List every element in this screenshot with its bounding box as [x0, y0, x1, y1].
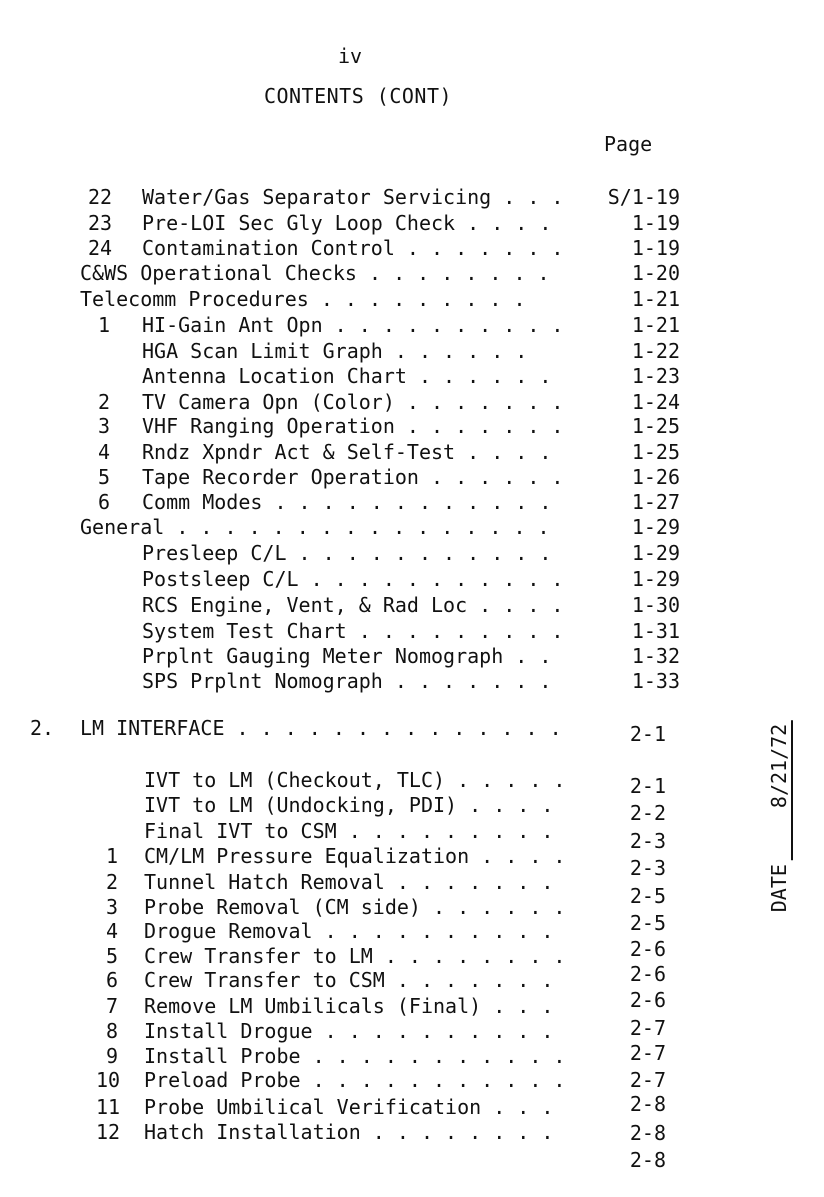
entry-page: 1-32 — [631, 644, 680, 668]
entry-title: TV Camera Opn (Color) . . . . . . . — [142, 390, 564, 414]
entry-page: 2-7 — [629, 1041, 666, 1065]
date-block — [762, 706, 798, 926]
entry-page: 1-30 — [631, 593, 680, 617]
entry-title: Preload Probe . . . . . . . . . . . — [144, 1068, 566, 1092]
entry-title: Tunnel Hatch Removal . . . . . . . — [144, 870, 554, 894]
toc-entry — [0, 286, 824, 312]
entry-page: 1-26 — [631, 465, 680, 489]
entry-title: HI-Gain Ant Opn . . . . . . . . . . — [142, 313, 564, 337]
entry-title: Final IVT to CSM . . . . . . . . . — [144, 819, 554, 843]
toc-entry — [0, 514, 824, 540]
entry-title: Prplnt Gauging Meter Nomograph . . — [142, 644, 552, 668]
entry-title: Remove LM Umbilicals (Final) . . . — [144, 994, 554, 1018]
toc-entry — [0, 1119, 824, 1172]
entry-title: Install Drogue . . . . . . . . . . — [144, 1019, 554, 1043]
entry-title: Postsleep C/L . . . . . . . . . . . — [142, 567, 564, 591]
toc-entry — [0, 843, 824, 880]
entry-title: General . . . . . . . . . . . . . . . . — [80, 515, 550, 539]
toc-entry — [0, 592, 824, 618]
entry-page: 1-23 — [631, 364, 680, 388]
entry-page: S/1-19 — [607, 185, 680, 209]
entry-title: System Test Chart . . . . . . . . . — [142, 619, 564, 643]
toc-entry — [0, 184, 824, 210]
entry-page: 2-8 — [629, 1148, 666, 1172]
entry-number: 12 — [96, 1120, 121, 1144]
entry-number: 4 — [105, 919, 118, 943]
entry-number: 11 — [96, 1095, 121, 1119]
entry-page: 2-7 — [629, 1016, 666, 1040]
page-number: iv — [337, 44, 363, 68]
toc-section-heading — [0, 715, 824, 746]
section-page: 2-1 — [629, 722, 666, 746]
date-value: 8/21/72 — [767, 720, 793, 860]
entry-page: 1-24 — [631, 390, 680, 414]
entry-number: 3 — [105, 895, 118, 919]
entry-number: 10 — [96, 1068, 121, 1092]
entry-title: Crew Transfer to CSM . . . . . . . — [144, 968, 554, 992]
entry-page: 2-2 — [629, 801, 666, 825]
entry-title: Rndz Xpndr Act & Self-Test . . . . — [142, 440, 552, 464]
entry-title: Pre-LOI Sec Gly Loop Check . . . . — [142, 211, 552, 235]
entry-number: 7 — [105, 994, 118, 1018]
toc-entry — [0, 643, 824, 669]
entry-page: 2-7 — [629, 1068, 666, 1092]
entry-title: Water/Gas Separator Servicing . . . — [142, 185, 564, 209]
entry-title: Comm Modes . . . . . . . . . . . . — [142, 490, 552, 514]
entry-title: Crew Transfer to LM . . . . . . . . — [144, 944, 566, 968]
entry-page: 1-25 — [631, 414, 680, 438]
entry-page: 2-8 — [629, 1092, 666, 1116]
entry-page: 1-20 — [631, 261, 680, 285]
entry-title: Telecomm Procedures . . . . . . . . . — [80, 287, 526, 311]
toc-entry — [0, 818, 824, 853]
entry-page: 2-8 — [629, 1121, 666, 1145]
entry-number: 24 — [88, 236, 113, 260]
section-title: LM INTERFACE . . . . . . . . . . . . . . — [80, 716, 562, 740]
entry-page: 2-6 — [629, 937, 666, 961]
entry-title: Tape Recorder Operation . . . . . . — [142, 465, 564, 489]
toc-entry — [0, 464, 824, 490]
entry-page: 1-25 — [631, 440, 680, 464]
entry-title: HGA Scan Limit Graph . . . . . . — [142, 339, 528, 363]
entry-title: Antenna Location Chart . . . . . . — [142, 364, 552, 388]
entry-page: 1-21 — [631, 287, 680, 311]
entry-title: IVT to LM (Undocking, PDI) . . . . — [144, 793, 554, 817]
entry-number: 2 — [105, 870, 118, 894]
entry-page: 2-3 — [629, 856, 666, 880]
entry-title: C&WS Operational Checks . . . . . . . . — [80, 261, 550, 285]
entry-page: 2-3 — [629, 829, 666, 853]
page-column-header: Page — [604, 132, 653, 156]
section-number: 2. — [30, 716, 55, 740]
entry-page: 1-19 — [631, 236, 680, 260]
toc-entry — [0, 312, 824, 338]
entry-number: 8 — [105, 1019, 118, 1043]
entry-page: 1-31 — [631, 619, 680, 643]
entry-number: 3 — [97, 414, 110, 438]
toc-entry — [0, 235, 824, 261]
entry-title: Drogue Removal . . . . . . . . . . — [144, 919, 554, 943]
entry-title: VHF Ranging Operation . . . . . . . — [142, 414, 564, 438]
entry-number: 1 — [97, 313, 110, 337]
entry-title: Probe Umbilical Verification . . . — [144, 1095, 554, 1119]
toc-entry — [0, 439, 824, 465]
entry-number: 4 — [97, 440, 110, 464]
entry-number: 6 — [105, 968, 118, 992]
toc-entry — [0, 668, 824, 694]
entry-title: CM/LM Pressure Equalization . . . . — [144, 844, 566, 868]
toc-entry — [0, 389, 824, 415]
toc-entry — [0, 792, 824, 825]
entry-page: 2-5 — [629, 884, 666, 908]
toc-entry — [0, 540, 824, 566]
entry-page: 2-6 — [629, 988, 666, 1012]
toc-entry — [0, 210, 824, 236]
entry-page: 1-33 — [631, 669, 680, 693]
entry-title: SPS Prplnt Nomograph . . . . . . . — [142, 669, 552, 693]
date-label: DATE — [767, 864, 791, 913]
entry-page: 1-27 — [631, 490, 680, 514]
entry-title: Presleep C/L . . . . . . . . . . . — [142, 541, 552, 565]
entry-number: 1 — [105, 844, 118, 868]
toc-entry — [0, 413, 824, 439]
entry-page: 2-5 — [629, 911, 666, 935]
entry-number: 23 — [88, 211, 113, 235]
entry-page: 2-6 — [629, 962, 666, 986]
entry-page: 1-19 — [631, 211, 680, 235]
entry-number: 2 — [97, 390, 110, 414]
entry-page: 1-29 — [631, 515, 680, 539]
entry-number: 5 — [105, 944, 118, 968]
page-title: CONTENTS (CONT) — [263, 84, 453, 108]
toc-entry — [0, 767, 824, 798]
toc-entry — [0, 363, 824, 389]
entry-page: 1-29 — [631, 541, 680, 565]
toc-entry — [0, 489, 824, 515]
toc-entry — [0, 338, 824, 364]
toc-entry — [0, 618, 824, 644]
entry-page: 1-21 — [631, 313, 680, 337]
toc-entry — [0, 566, 824, 592]
entry-title: Hatch Installation . . . . . . . . — [144, 1120, 554, 1144]
entry-page: 1-29 — [631, 567, 680, 591]
entry-title: Probe Removal (CM side) . . . . . . — [144, 895, 566, 919]
entry-title: IVT to LM (Checkout, TLC) . . . . . — [144, 768, 566, 792]
entry-number: 6 — [97, 490, 110, 514]
entry-title: Install Probe . . . . . . . . . . . — [144, 1044, 566, 1068]
entry-page: 1-22 — [631, 339, 680, 363]
entry-title: Contamination Control . . . . . . . — [142, 236, 564, 260]
entry-page: 2-1 — [629, 774, 666, 798]
entry-number: 5 — [97, 465, 110, 489]
entry-title: RCS Engine, Vent, & Rad Loc . . . . — [142, 593, 564, 617]
toc-entry — [0, 260, 824, 286]
entry-number: 22 — [88, 185, 113, 209]
entry-number: 9 — [105, 1044, 118, 1068]
